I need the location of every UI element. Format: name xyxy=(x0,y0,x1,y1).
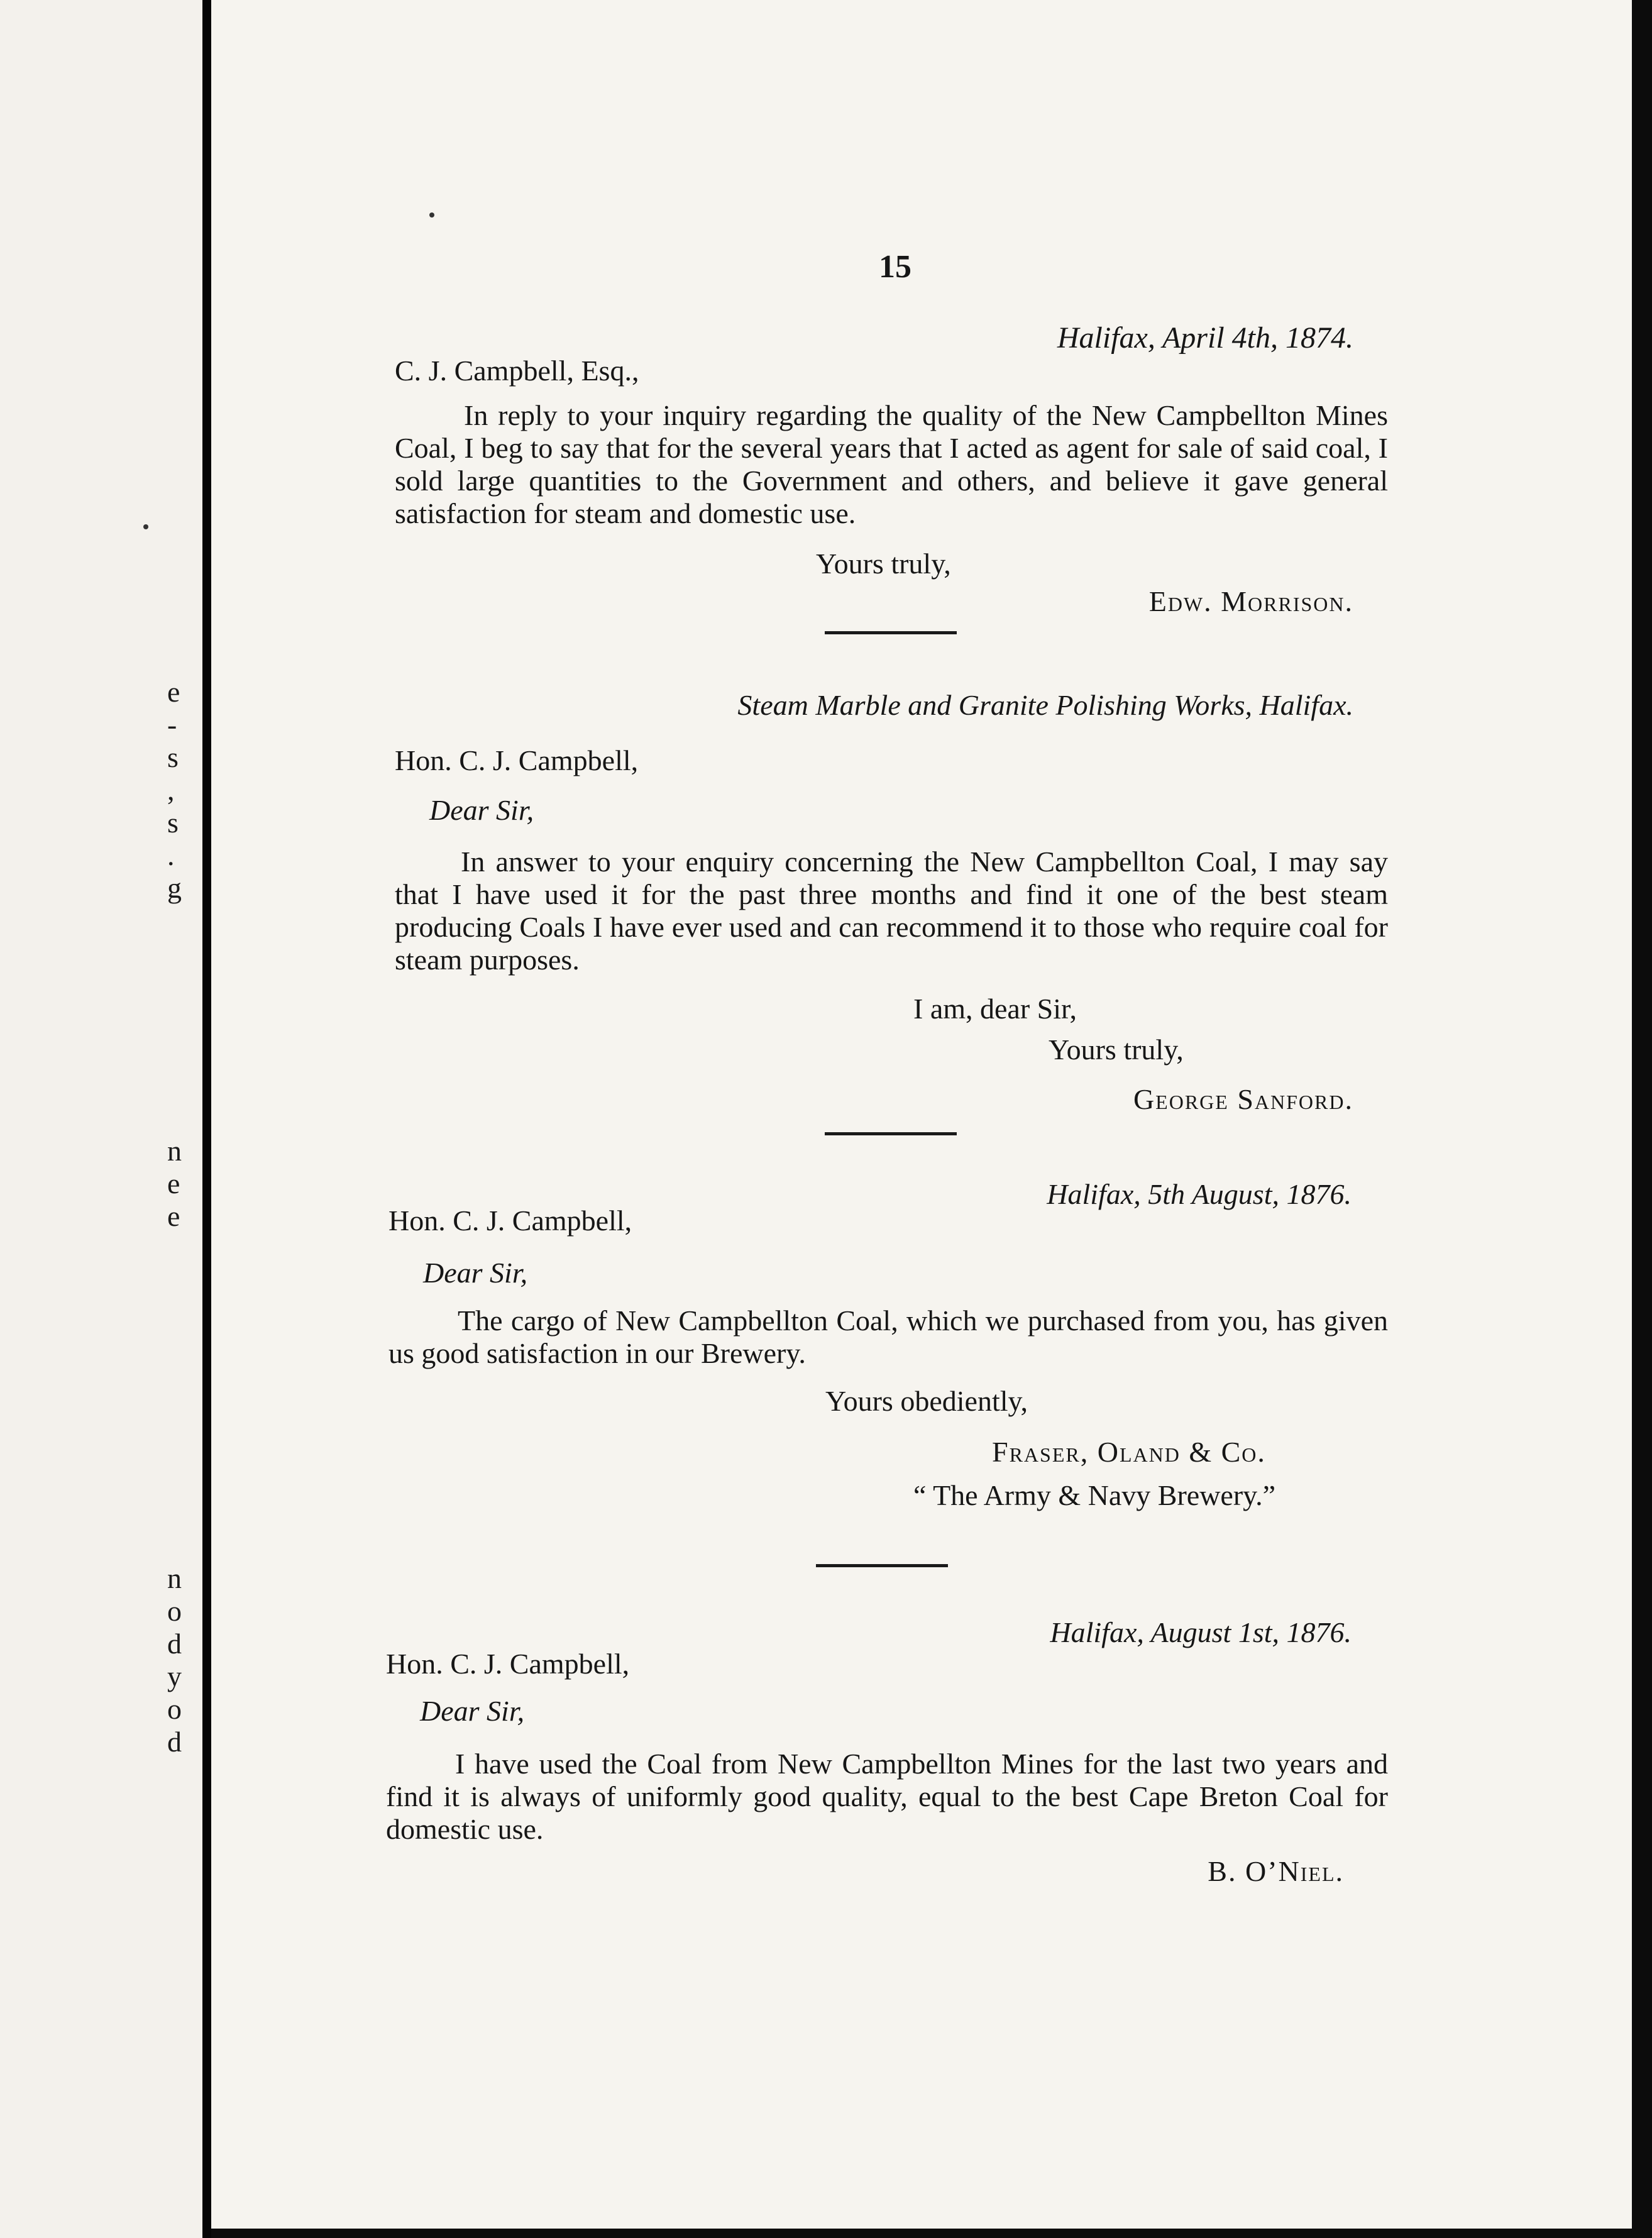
letter-signature: B. O’Niel. xyxy=(1208,1855,1344,1887)
letter-body: In reply to your inquiry regarding the quality of the New Campbellton Mines Coal, I beg to say that for the several years that I acted as agent for sale of said coal, I sold large quantities to the Government and others, and believe it gave general satisfaction for steam and domestic use. xyxy=(395,399,1388,529)
page-edge xyxy=(211,2229,1632,2238)
left-fragment-char: d xyxy=(167,1628,182,1660)
letter-closing: Yours truly, xyxy=(816,548,951,580)
section-rule xyxy=(816,1564,948,1567)
page-gutter xyxy=(202,0,211,2238)
left-fragment-char: o xyxy=(167,1693,182,1725)
left-fragment-char: s xyxy=(167,741,179,773)
left-fragment-char: d xyxy=(167,1726,182,1758)
letter-date: Halifax, August 1st, 1876. xyxy=(1050,1616,1352,1648)
left-fragment-char: . xyxy=(167,839,175,871)
letter-signature-sub: “ The Army & Navy Brewery.” xyxy=(913,1479,1276,1511)
letter-body: The cargo of New Campbellton Coal, which we purchased from you, has given us good satisfaction in our Brewery. xyxy=(388,1304,1388,1369)
left-fragment-char: g xyxy=(167,872,182,904)
letter-closing: Yours truly, xyxy=(1049,1034,1184,1066)
letter-date: Halifax, 5th August, 1876. xyxy=(1047,1178,1352,1210)
letter-greeting: Dear Sir, xyxy=(420,1695,525,1727)
section-rule xyxy=(825,1132,957,1135)
letter-heading: Steam Marble and Granite Polishing Works, Halifax. xyxy=(737,689,1353,721)
letter-signature: Edw. Morrison. xyxy=(1148,585,1353,617)
left-fragment-char: e xyxy=(167,1167,180,1199)
left-fragment-char: e xyxy=(167,676,180,708)
left-fragment-char: n xyxy=(167,1135,182,1167)
left-fragment-char: o xyxy=(167,1595,182,1627)
left-fragment-char: n xyxy=(167,1562,182,1594)
letter-date: Halifax, April 4th, 1874. xyxy=(1057,321,1353,355)
letter-greeting: Dear Sir, xyxy=(429,794,534,826)
left-fragment-char: - xyxy=(167,708,177,741)
letter-salutation: C. J. Campbell, Esq., xyxy=(395,355,639,387)
left-fragment-char: , xyxy=(167,774,175,806)
letter-signature: Fraser, Oland & Co. xyxy=(992,1436,1266,1468)
section-rule xyxy=(825,631,957,634)
left-page-fragment xyxy=(167,1562,202,1758)
left-fragment-char: s xyxy=(167,807,179,839)
letter-signature: George Sanford. xyxy=(1133,1083,1353,1115)
letter-salutation: Hon. C. J. Campbell, xyxy=(386,1648,630,1680)
right-page xyxy=(211,0,1632,2229)
page-edge xyxy=(1632,0,1652,2238)
letter-body: In answer to your enquiry concerning the New Campbellton Coal, I may say that I have used it for the past three months and find it one of the best steam producing Coals I have ever used and can recommend it to those who require coal for steam purposes. xyxy=(395,846,1388,976)
left-fragment-char: y xyxy=(167,1660,182,1692)
ink-speck xyxy=(143,524,148,529)
left-page xyxy=(0,0,202,2238)
left-page-fragment xyxy=(167,676,202,905)
letter-greeting: Dear Sir, xyxy=(423,1257,528,1289)
letter-closing: Yours obediently, xyxy=(825,1385,1028,1417)
ink-speck xyxy=(429,212,434,218)
letter-salutation: Hon. C. J. Campbell, xyxy=(388,1204,632,1237)
letter-body: I have used the Coal from New Campbellton Mines for the last two years and find it is always of uniformly good quality, equal to the best Cape Breton Coal for domestic use. xyxy=(386,1748,1388,1845)
letter-closing: I am, dear Sir, xyxy=(913,993,1077,1025)
page-number: 15 xyxy=(879,249,911,285)
left-page-fragment xyxy=(167,1135,202,1233)
letter-salutation: Hon. C. J. Campbell, xyxy=(395,744,639,776)
left-fragment-char: e xyxy=(167,1200,180,1232)
